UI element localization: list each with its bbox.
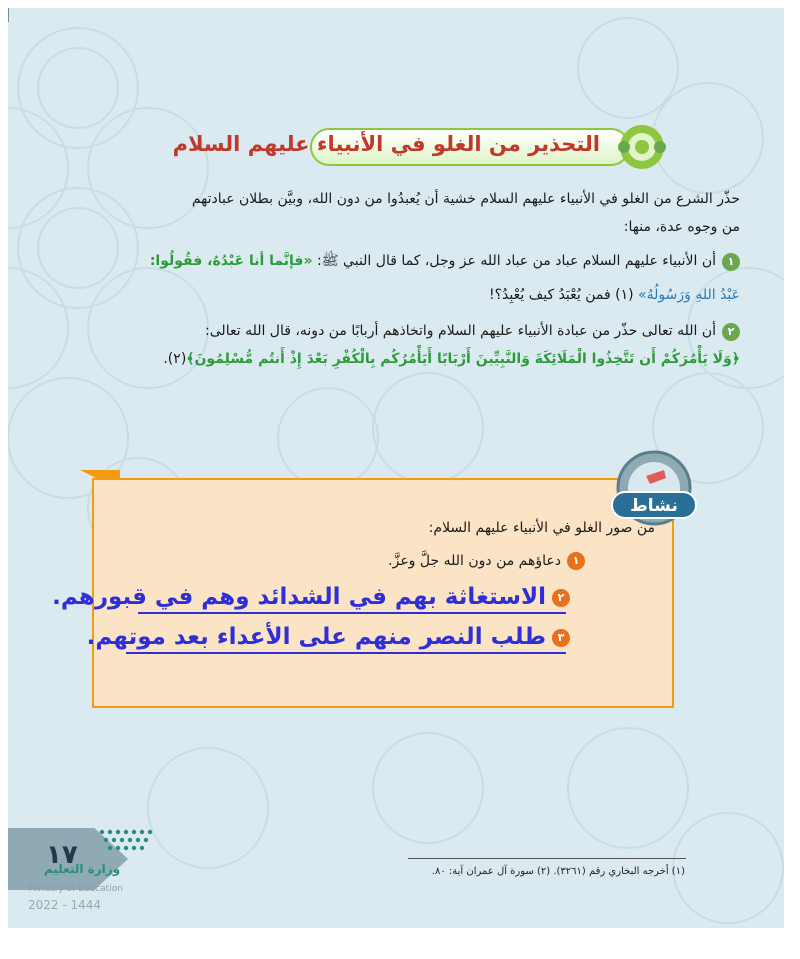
quran-verse <box>163 346 740 372</box>
ministry-name-en: Ministry of Education <box>28 884 123 894</box>
handwriting-underline <box>126 652 566 654</box>
footnote-divider <box>408 858 686 859</box>
number-badge: ٢ <box>552 589 570 607</box>
hadith-quote: «فإنَّما أنا عَبْدُهُ، فقُولُوا: <box>149 253 313 269</box>
activity-badge-label: نشاط <box>630 496 678 516</box>
ornament-icon <box>614 120 670 174</box>
point-2 <box>205 318 740 344</box>
point-2-text: أن الله تعالى حذّر من عبادة الأنبياء عليهم السلام واتخاذهم أربابًا من دونه، قال الله تعالى: <box>205 323 716 339</box>
section-heading <box>172 120 670 174</box>
ministry-name-ar: وزارة التعليم <box>44 862 121 876</box>
point-1-text: أن الأنبياء عليهم السلام عباد من عباد الله عز وجل، كما قال النبي ﷺ: <box>312 253 716 269</box>
activity-label: من صور الغلو في الأنبياء عليهم السلام: <box>428 520 655 536</box>
number-badge: ١ <box>567 552 585 570</box>
footnotes: (١) أخرجه البخاري رقم (٣٢٦١). (٢) سورة آل عمران آية: ٨٠. <box>431 866 685 877</box>
intro-line-2: من وجوه عدة، منها: <box>623 219 740 235</box>
verse-text: ﴿وَلَا يَأْمُرَكُمْ أَن تَتَّخِذُوا الْمَلَائِكَةَ وَالنَّبِيِّينَ أَرْبَابًا أَيَأْمُرُكُم بِالْكُفْرِ بَعْدَ إِذْ أَنتُم مُّسْلِمُونَ﴾ <box>186 351 740 367</box>
edition-year: 2022 - 1444 <box>28 898 102 912</box>
point-1-question: (١) فمن يُعْبَدُ كيف يُعْبِدُ؟! <box>489 287 634 303</box>
ministry-logo-icon <box>96 826 158 860</box>
number-badge: ٢ <box>722 323 740 341</box>
handwritten-answer: الاستغاثة بهم في الشدائد وهم في قبورهم. <box>52 584 546 610</box>
point-1-continued <box>489 282 740 308</box>
number-badge: ١ <box>722 253 740 271</box>
verse-ref: (٢). <box>163 351 187 367</box>
page-title: التحذير من الغلو في الأنبياء عليهم السلام <box>172 132 600 156</box>
intro-line-1: حذّر الشرع من الغلو في الأنبياء عليهم السلام خشية أن يُعبدُوا من دون الله، وبيَّن بطلان عبادتهم <box>191 191 740 207</box>
activity-item-text: دعاؤهم من دون الله جلَّ وعزَّ. <box>388 553 561 569</box>
hadith-quote-end: عَبْدُ اللهِ وَرَسُولُهُ» <box>638 287 740 303</box>
activity-item-2 <box>52 584 570 610</box>
handwriting-underline <box>138 612 566 614</box>
activity-item-3 <box>87 624 570 650</box>
point-1 <box>150 248 740 274</box>
page-number: ١٧ <box>46 840 78 870</box>
handwritten-answer: طلب النصر منهم على الأعداء بعد موتهم. <box>86 624 546 650</box>
activity-item-1 <box>388 548 585 574</box>
number-badge: ٣ <box>552 629 570 647</box>
